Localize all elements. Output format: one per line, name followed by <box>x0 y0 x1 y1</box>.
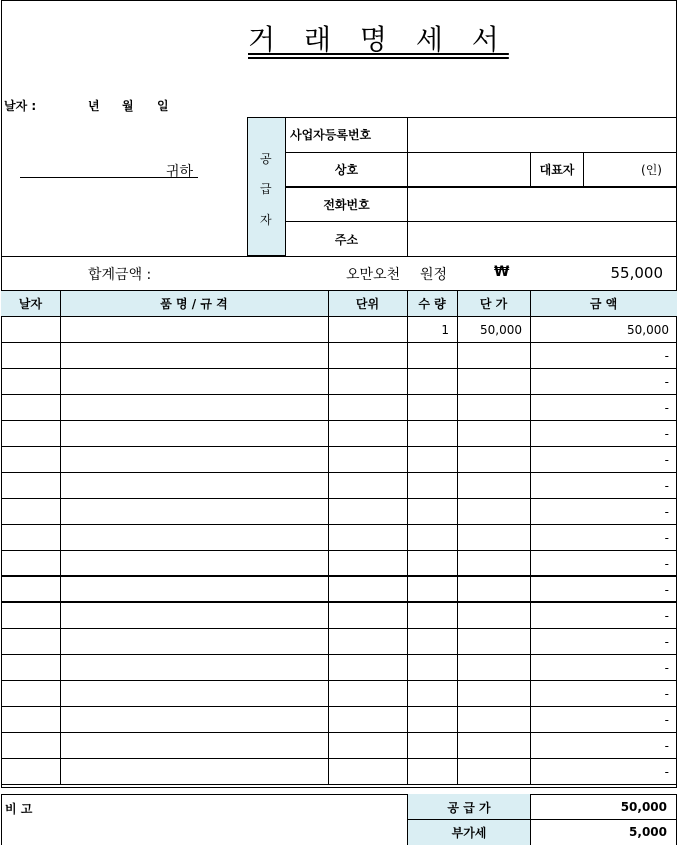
table-cell-amount[interactable]: 50,000 <box>627 322 669 337</box>
table-cell-amount[interactable]: - <box>664 504 669 519</box>
table-cell-price[interactable] <box>458 551 530 576</box>
column-header-date: 날자 <box>18 297 43 311</box>
table-cell-unit[interactable] <box>329 499 407 524</box>
table-cell-date[interactable] <box>2 655 60 680</box>
table-cell-date[interactable] <box>2 629 60 654</box>
table-cell-date[interactable] <box>2 733 60 758</box>
table-cell-qty[interactable] <box>408 551 457 576</box>
total-korean-amount: 오만오천 <box>346 267 401 283</box>
table-cell-date[interactable] <box>2 369 60 394</box>
table-cell-unit[interactable] <box>329 551 407 576</box>
table-cell-qty[interactable] <box>408 603 457 628</box>
table-cell-date[interactable] <box>2 499 60 524</box>
table-cell-amount[interactable]: - <box>664 660 669 675</box>
column-header-item: 품 명 / 규 격 <box>160 297 228 311</box>
table-cell-item[interactable] <box>61 681 328 706</box>
table-cell-price[interactable] <box>458 473 530 498</box>
table-cell-amount[interactable]: - <box>664 764 669 779</box>
table-cell-amount[interactable]: - <box>664 478 669 493</box>
vat-label: 부가세 <box>451 825 487 840</box>
total-top-line <box>1 256 677 257</box>
row-divider <box>1 784 677 785</box>
table-cell-price[interactable] <box>458 681 530 706</box>
table-cell-price[interactable] <box>458 395 530 420</box>
table-cell-qty[interactable]: 1 <box>441 322 449 337</box>
table-cell-price[interactable] <box>458 525 530 550</box>
supplier-side-char-2: 급 <box>260 182 272 196</box>
table-cell-date[interactable] <box>2 603 60 628</box>
table-cell-qty[interactable] <box>408 707 457 732</box>
table-cell-price[interactable] <box>458 447 530 472</box>
table-cell-price[interactable] <box>458 577 530 602</box>
supply-label: 공 급 가 <box>447 800 491 815</box>
table-cell-qty[interactable] <box>408 421 457 446</box>
total-label: 합계금액 : <box>88 267 152 283</box>
table-cell-price[interactable] <box>458 759 530 784</box>
recipient-suffix: 귀하 <box>166 164 194 180</box>
table-cell-unit[interactable] <box>329 317 407 342</box>
table-cell-qty[interactable] <box>408 447 457 472</box>
table-cell-qty[interactable] <box>408 525 457 550</box>
table-cell-amount[interactable]: - <box>664 556 669 571</box>
table-cell-item[interactable] <box>61 473 328 498</box>
table-cell-qty[interactable] <box>408 395 457 420</box>
table-cell-price[interactable] <box>458 369 530 394</box>
table-cell-item[interactable] <box>61 499 328 524</box>
table-cell-price[interactable] <box>458 421 530 446</box>
table-cell-amount[interactable]: - <box>664 634 669 649</box>
table-cell-price[interactable] <box>458 343 530 368</box>
representative-label: 대표자 <box>539 163 575 177</box>
table-cell-item[interactable] <box>61 551 328 576</box>
total-amount: 55,000 <box>610 264 663 282</box>
table-cell-amount[interactable]: - <box>664 374 669 389</box>
table-cell-unit[interactable] <box>329 369 407 394</box>
column-header-amount: 금 액 <box>589 297 618 311</box>
table-cell-item[interactable] <box>61 707 328 732</box>
table-cell-amount[interactable]: - <box>664 452 669 467</box>
table-cell-date[interactable] <box>2 759 60 784</box>
table-cell-unit[interactable] <box>329 473 407 498</box>
table-cell-qty[interactable] <box>408 473 457 498</box>
table-cell-unit[interactable] <box>329 603 407 628</box>
table-cell-price[interactable] <box>458 655 530 680</box>
table-cell-price[interactable] <box>458 733 530 758</box>
supply-value: 50,000 <box>620 800 667 814</box>
address-field[interactable] <box>408 222 676 256</box>
table-cell-item[interactable] <box>61 369 328 394</box>
table-cell-qty[interactable] <box>408 577 457 602</box>
table-cell-amount[interactable]: - <box>664 426 669 441</box>
business-reg-no-field[interactable] <box>408 117 676 152</box>
table-cell-item[interactable] <box>61 577 328 602</box>
table-cell-item[interactable] <box>61 343 328 368</box>
date-month: 월 <box>122 99 134 113</box>
column-header-price: 단 가 <box>479 297 508 311</box>
table-cell-item[interactable] <box>61 447 328 472</box>
column-header-unit: 단위 <box>355 297 380 311</box>
table-cell-item[interactable] <box>61 655 328 680</box>
table-cell-date[interactable] <box>2 577 60 602</box>
table-cell-amount[interactable]: - <box>664 530 669 545</box>
total-suffix: 원정 <box>420 267 448 283</box>
table-cell-amount[interactable]: - <box>664 348 669 363</box>
document-title: 거 래 명 세 서 <box>248 23 509 56</box>
table-cell-amount[interactable]: - <box>664 582 669 597</box>
business-reg-no-label: 사업자등록번호 <box>290 128 372 142</box>
table-cell-unit[interactable] <box>329 681 407 706</box>
table-cell-qty[interactable] <box>408 369 457 394</box>
table-cell-qty[interactable] <box>408 499 457 524</box>
phone-field[interactable] <box>408 188 676 221</box>
address-label: 주소 <box>334 232 359 247</box>
table-cell-item[interactable] <box>61 603 328 628</box>
table-cell-date[interactable] <box>2 421 60 446</box>
table-cell-qty[interactable] <box>408 759 457 784</box>
table-cell-price[interactable]: 50,000 <box>480 322 522 337</box>
vat-value: 5,000 <box>629 825 667 839</box>
table-cell-price[interactable] <box>458 499 530 524</box>
table-cell-unit[interactable] <box>329 421 407 446</box>
table-cell-item[interactable] <box>61 525 328 550</box>
table-cell-unit[interactable] <box>329 707 407 732</box>
table-cell-item[interactable] <box>61 317 328 342</box>
table-cell-qty[interactable] <box>408 681 457 706</box>
table-cell-amount[interactable]: - <box>664 400 669 415</box>
company-field[interactable] <box>408 152 530 187</box>
table-cell-item[interactable] <box>61 395 328 420</box>
table-cell-item[interactable] <box>61 421 328 446</box>
table-cell-item[interactable] <box>61 629 328 654</box>
table-cell-amount[interactable]: - <box>664 738 669 753</box>
table-cell-unit[interactable] <box>329 577 407 602</box>
table-cell-unit[interactable] <box>329 733 407 758</box>
date-day: 일 <box>157 99 169 113</box>
table-cell-date[interactable] <box>2 707 60 732</box>
table-cell-qty[interactable] <box>408 629 457 654</box>
table-cell-unit[interactable] <box>329 759 407 784</box>
currency-symbol: ₩ <box>494 264 510 280</box>
table-cell-unit[interactable] <box>329 395 407 420</box>
phone-label: 전화번호 <box>323 198 370 212</box>
table-cell-price[interactable] <box>458 603 530 628</box>
table-cell-date[interactable] <box>2 447 60 472</box>
table-cell-item[interactable] <box>61 733 328 758</box>
date-label: 날자 : <box>4 99 37 113</box>
table-cell-date[interactable] <box>2 317 60 342</box>
table-cell-date[interactable] <box>2 343 60 368</box>
table-cell-date[interactable] <box>2 395 60 420</box>
table-cell-unit[interactable] <box>329 447 407 472</box>
table-cell-date[interactable] <box>2 681 60 706</box>
supplier-side-char-3: 자 <box>260 213 272 227</box>
table-cell-amount[interactable]: - <box>664 608 669 623</box>
table-cell-unit[interactable] <box>329 655 407 680</box>
date-year: 년 <box>88 99 100 113</box>
table-cell-qty[interactable] <box>408 655 457 680</box>
table-cell-qty[interactable] <box>408 343 457 368</box>
table-cell-price[interactable] <box>458 629 530 654</box>
table-cell-unit[interactable] <box>329 629 407 654</box>
table-cell-date[interactable] <box>2 473 60 498</box>
table-cell-date[interactable] <box>2 551 60 576</box>
table-cell-unit[interactable] <box>329 525 407 550</box>
table-cell-amount[interactable]: - <box>664 712 669 727</box>
column-header-qty: 수 량 <box>418 297 446 311</box>
table-cell-item[interactable] <box>61 759 328 784</box>
supplier-side-char-1: 공 <box>260 152 272 166</box>
table-cell-unit[interactable] <box>329 343 407 368</box>
representative-seal[interactable]: (인) <box>641 163 662 177</box>
table-cell-price[interactable] <box>458 707 530 732</box>
remarks-label: 비 고 <box>5 802 33 816</box>
table-cell-amount[interactable]: - <box>664 686 669 701</box>
company-label: 상호 <box>334 163 359 177</box>
table-cell-qty[interactable] <box>408 733 457 758</box>
table-cell-date[interactable] <box>2 525 60 550</box>
